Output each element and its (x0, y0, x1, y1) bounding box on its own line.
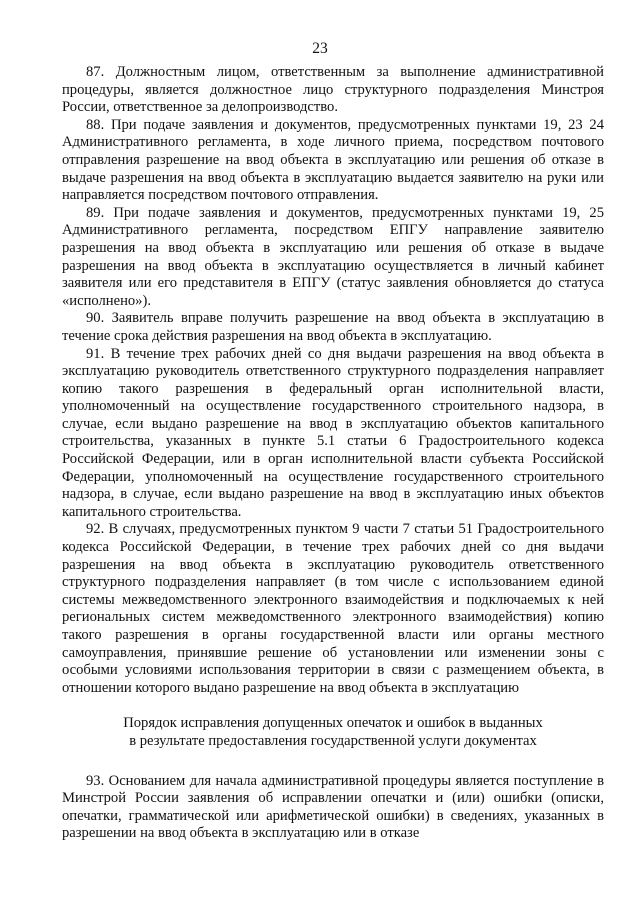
section-heading-line-1: Порядок исправления допущенных опечаток и ошибок в выданных (123, 715, 543, 732)
paragraph-89: 89. При подаче заявления и документов, предусмотренных пунктами 19, 25 Административного регламента, посредством ЕПГУ направление заявителю разрешения на ввод объекта в эксплуатацию или решения об отказе в выдаче разрешения на ввод объекта в эксплуатацию осуществляется в личный кабинет заявителя или его представителя в ЕПГУ (статус заявления обновляется до статуса «исполнено»). (62, 204, 604, 309)
paragraph-87: 87. Должностным лицом, ответственным за выполнение административной процедуры, является должностное лицо структурного подразделения Минстроя России, ответственное за делопроизводство. (62, 64, 604, 116)
paragraph-88: 88. При подаче заявления и документов, предусмотренных пунктами 19, 23 24 Административного регламента, в ходе личного приема, посредством почтового отправления разрешение на ввод объекта в эксплуатацию или решения об отказе в выдаче разрешения на ввод объекта в эксплуатацию выдается заявителю на руки или направляется посредством почтового отправления. (62, 116, 604, 204)
document-body (62, 64, 604, 843)
paragraph-91: 91. В течение трех рабочих дней со дня выдачи разрешения на ввод объекта в эксплуатацию руководитель ответственного структурного подразделения направляет копию такого разрешения в федеральный орган исполнительной власти, уполномоченный на осуществление государственного строительного надзора, в случае, если выдано разрешение на ввод в эксплуатацию объектов капитального строительства, указанных в пункте 5.1 статьи 6 Градостроительного кодекса Российской Федерации, или в орган исполнительной власти субъекта Российской Федерации, уполномоченный на осуществление государственного строительного надзора, в случае, если выдано разрешение на ввод в эксплуатацию иных объектов капитального строительства. (62, 345, 604, 520)
paragraph-92: 92. В случаях, предусмотренных пунктом 9 части 7 статьи 51 Градостроительного кодекса Российской Федерации, в течение трех рабочих дней со дня выдачи разрешения на ввод объекта в эксплуатацию руководитель ответственного структурного подразделения направляет (в том числе с использованием единой системы межведомственного электронного взаимодействия и подключаемых к ней региональных систем межведомственного электронного взаимодействия) копию такого разрешения в органы государственной власти или органы местного самоуправления, принявшие решение об установлении или изменении зоны с особыми условиями использования территории в связи с размещением объекта, в отношении которого выдано разрешение на ввод объекта в эксплуатацию (62, 521, 604, 696)
section-heading (62, 715, 604, 750)
paragraph-90: 90. Заявитель вправе получить разрешение на ввод объекта в эксплуатацию в течение срока действия разрешения на ввод объекта в эксплуатацию. (62, 310, 604, 344)
page-number: 23 (312, 40, 328, 57)
paragraph-93: 93. Основанием для начала административной процедуры является поступление в Минстрой России заявления об исправлении опечатки и (или) ошибки (описки, опечатки, грамматической или арифметической ошибки) в сведениях, указанных в разрешении на ввод объекта в эксплуатацию или в отказе (62, 772, 604, 842)
section-heading-line-2: в результате предоставления государственной услуги документах (129, 732, 537, 749)
